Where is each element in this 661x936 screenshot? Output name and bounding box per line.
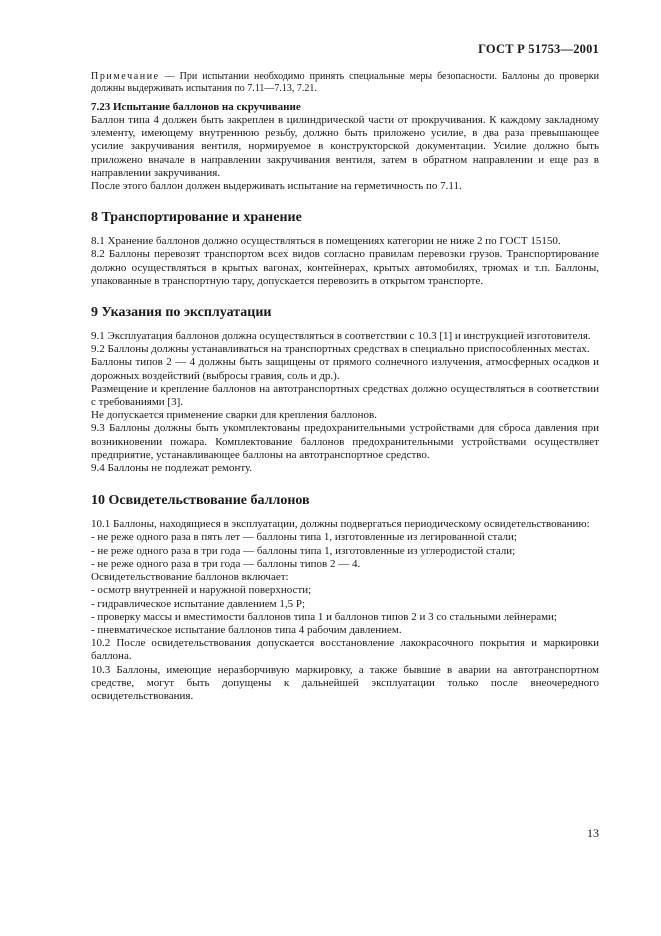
list-item: - гидравлическое испытание давлением 1,5 P; (91, 597, 306, 610)
section-8-paragraph: 8.2 Баллоны перевозят транспортом всех видов согласно правилам перевозки грузов. Транспортирование должно осуществляться в крытых вагонах, контейнерах, крытых автомобилях, трюмах и т.п. Баллоны, упакованные в транспортную тару, допускается перевозить в открытом транспорте. (91, 248, 599, 287)
page-number: 13 (587, 826, 599, 840)
list-item: - не реже одного раза в три года — баллоны типа 1, изготовленные из углеродистой стали; (91, 544, 516, 557)
note-label: Примечание (91, 71, 160, 82)
list-item: - пневматическое испытание баллонов типа 4 рабочим давлением. (91, 623, 402, 636)
section-10-paragraph: 10.2 После освидетельствования допускается восстановление лакокрасочного покрытия и маркировки баллона. (91, 637, 599, 663)
page-content (91, 71, 599, 703)
section-9-paragraph: Размещение и крепление баллонов на автотранспортных средствах должно осуществляться в соответствии с требованиями [3]. (91, 382, 599, 409)
section-8-paragraph: 8.1 Хранение баллонов должно осуществляться в помещениях категории не ниже 2 по ГОСТ 15150. (91, 235, 561, 248)
section-10-paragraph: 10.1 Баллоны, находящиеся в эксплуатации, должны подвергаться периодическому освидетельствованию: (91, 518, 590, 531)
note-text: — При испытании необходимо принять специальные меры безопасности. Баллоны до проверки должны выдерживать испытания по 7.11—7.13, 7.21. (91, 71, 599, 95)
section-7-23-title: 7.23 Испытание баллонов на скручивание (91, 100, 301, 113)
section-10-title: 10 Освидетельствование баллонов (91, 493, 310, 509)
note-paragraph (91, 71, 599, 96)
list-item: - не реже одного раза в три года — баллоны типов 2 — 4. (91, 557, 361, 570)
section-9-paragraph: Баллоны типов 2 — 4 должны быть защищены от прямого солнечного излучения, атмосферных осадков и дорожных воздействий (выбросы гравия, соль и др.). (91, 356, 599, 382)
section-9-paragraph: 9.4 Баллоны не подлежат ремонту. (91, 462, 253, 475)
section-9-paragraph: 9.2 Баллоны должны устанавливаться на транспортных средствах в специально приспособленных местах. (91, 343, 590, 356)
list-item: - осмотр внутренней и наружной поверхности; (91, 584, 312, 597)
list-item: - не реже одного раза в пять лет — баллоны типа 1, изготовленные из легированной стали; (91, 531, 517, 544)
document-header: ГОСТ Р 51753—2001 (478, 42, 599, 56)
section-9-paragraph: 9.3 Баллоны должны быть укомплектованы предохранительными устройствами для сброса давления при возникновении пожара. Комплектование баллонов предохранительными устройствами осуществляет предприятие, устанавливающее баллоны на автотранспортное средство. (91, 422, 599, 461)
section-8-title: 8 Транспортирование и хранение (91, 210, 302, 226)
section-9-title: 9 Указания по эксплуатации (91, 305, 272, 321)
section-9-paragraph: 9.1 Эксплуатация баллонов должна осуществляться в соответствии с 10.3 [1] и инструкцией изготовителя. (91, 330, 591, 343)
section-9-paragraph: Не допускается применение сварки для крепления баллонов. (91, 409, 377, 422)
section-10-paragraph: 10.3 Баллоны, имеющие неразборчивую маркировку, а также бывшие в аварии на автотранспортном средстве, могут быть допущены к дальнейшей эксплуатации только после внеочередного освидетельствования. (91, 663, 599, 702)
section-10-paragraph: Освидетельствование баллонов включает: (91, 571, 289, 584)
section-7-23-paragraph: Баллон типа 4 должен быть закреплен в цилиндрической части от прокручивания. К каждому закладному элементу, имеющему внутреннюю резьбу, должно быть приложено усилие, в два раза превышающее усилие закручивания вентиля, нормируемое в конструкторской документации. Усилие должно быть приложено вначале в направлении закручивания вентиля, затем в обратном направлении и еще раз в направлении закручивания. (91, 114, 599, 179)
section-7-23-paragraph: После этого баллон должен выдерживать испытание на герметичность по 7.11. (91, 180, 462, 193)
list-item: - проверку массы и вместимости баллонов типа 1 и баллонов типов 2 и 3 со стальными лейнерами; (91, 610, 557, 623)
